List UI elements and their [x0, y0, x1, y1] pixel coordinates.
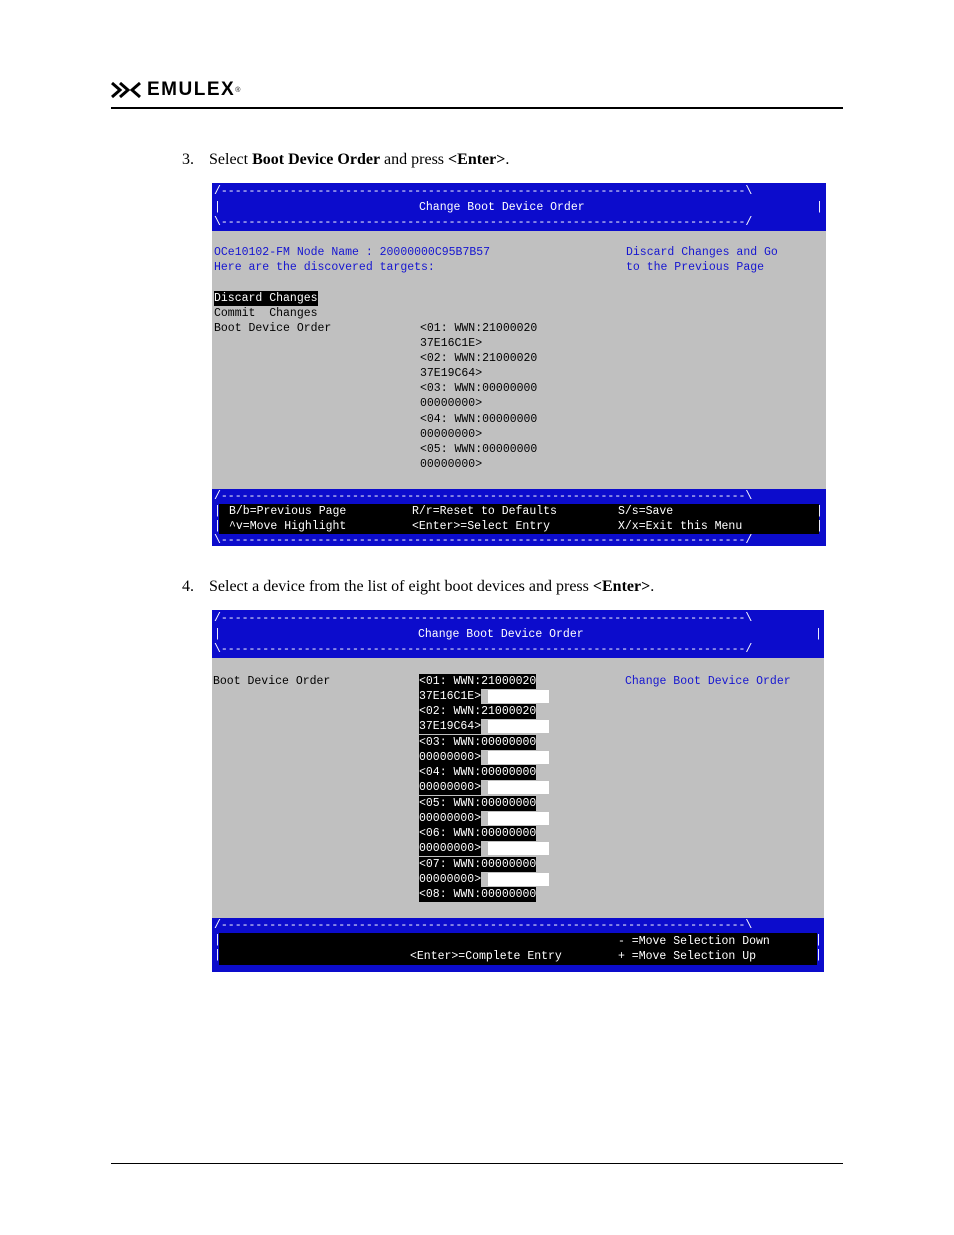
footer-rule [111, 1163, 843, 1164]
step-text: and press [380, 151, 449, 168]
entry-padding [488, 751, 549, 766]
border-line: \----------------------------------------------------------------------------/ [214, 216, 753, 229]
boot-entry-04[interactable]: <04: WWN:00000000 [419, 766, 537, 779]
boot-entry-05-cont: 00000000> [420, 458, 483, 471]
border-bar: | [815, 628, 822, 641]
border-line: \----------------------------------------------------------------------------/ [214, 643, 753, 656]
footer-key-previous-page: B/b=Previous Page [229, 505, 347, 518]
border-line: /----------------------------------------------------------------------------\ [214, 919, 753, 932]
trademark: ® [235, 86, 241, 94]
border-bar: | [214, 520, 221, 533]
boot-entry-04-cont: 00000000> [419, 781, 482, 794]
help-text: to the Previous Page [626, 261, 765, 274]
screen-header [212, 183, 826, 231]
entry-padding [488, 690, 549, 705]
boot-entry-01-cont: 37E16C1E> [420, 337, 483, 350]
screen-header [212, 610, 824, 658]
boot-entry-05[interactable]: <05: WWN:00000000 [420, 443, 538, 456]
menu-discard-changes[interactable]: Discard Changes [214, 292, 318, 305]
help-text: Discard Changes and Go [626, 246, 778, 259]
step-3 [182, 150, 509, 170]
footer-key-reset: R/r=Reset to Defaults [412, 505, 557, 518]
step-bold: Boot Device Order [252, 151, 381, 168]
boot-entry-03-cont: 00000000> [419, 751, 482, 764]
boot-entry-02[interactable]: <02: WWN:21000020 [420, 352, 538, 365]
entry-padding [488, 812, 549, 827]
step-4 [182, 577, 654, 597]
border-bar: | [214, 505, 221, 518]
emulex-mark-icon [111, 81, 141, 99]
menu-boot-device-order[interactable]: Boot Device Order [214, 322, 332, 335]
entry-padding [488, 842, 549, 857]
emulex-logo [111, 80, 240, 100]
border-bar: | [816, 201, 823, 214]
border-bar: | [815, 934, 822, 947]
header-rule [111, 107, 843, 109]
border-line: /----------------------------------------------------------------------------\ [214, 185, 753, 198]
boot-entry-05[interactable]: <05: WWN:00000000 [419, 797, 537, 810]
node-name: OCe10102-FM Node Name : 20000000C95B7B57 [214, 246, 491, 259]
step-text: . [505, 151, 510, 168]
boot-entry-07-cont: 00000000> [419, 873, 482, 886]
footer-key-save: S/s=Save [618, 505, 674, 518]
boot-entry-01-cont: 37E16C1E> [419, 690, 482, 703]
step-text: Select [209, 151, 253, 168]
boot-entry-02[interactable]: <02: WWN:21000020 [419, 705, 537, 718]
border-line: /----------------------------------------------------------------------------\ [214, 490, 753, 503]
targets-heading: Here are the discovered targets: [214, 261, 435, 274]
boot-entry-01[interactable]: <01: WWN:21000020 [419, 675, 537, 688]
step-number: 4. [182, 578, 194, 595]
screen-footer [212, 918, 824, 972]
footer-key-exit-menu: X/x=Exit this Menu [618, 520, 743, 533]
boot-entry-04[interactable]: <04: WWN:00000000 [420, 413, 538, 426]
border-bar: | [815, 949, 822, 962]
footer-key-move-up: + =Move Selection Up [618, 950, 757, 963]
border-line: /----------------------------------------------------------------------------\ [214, 612, 753, 625]
boot-device-order-label: Boot Device Order [213, 675, 331, 688]
step-text: Select a device from the list of eight boot devices and press [209, 578, 593, 595]
border-bar: | [214, 628, 221, 641]
boot-entry-04-cont: 00000000> [420, 428, 483, 441]
footer-panel [219, 933, 817, 965]
screen-title: Change Boot Device Order [418, 628, 584, 641]
entry-padding [488, 781, 549, 796]
step-bold: <Enter> [448, 151, 506, 168]
boot-entry-08[interactable]: <08: WWN:00000000 [419, 888, 537, 901]
footer-panel [219, 504, 819, 534]
border-bar: | [214, 949, 221, 962]
boot-order-screen-2 [212, 610, 824, 972]
footer-key-move-highlight: ^v=Move Highlight [229, 520, 347, 533]
border-bar: | [816, 520, 823, 533]
step-text: . [650, 578, 655, 595]
boot-order-screen-1 [212, 183, 826, 546]
boot-entry-05-cont: 00000000> [419, 812, 482, 825]
footer-key-complete-entry: <Enter>=Complete Entry [410, 950, 562, 963]
boot-entry-03[interactable]: <03: WWN:00000000 [420, 382, 538, 395]
screen-title: Change Boot Device Order [419, 201, 585, 214]
border-bar: | [214, 201, 221, 214]
footer-key-move-down: - =Move Selection Down [618, 935, 770, 948]
boot-entry-02-cont: 37E19C64> [420, 367, 483, 380]
border-bar: | [214, 934, 221, 947]
help-text: Change Boot Device Order [625, 675, 791, 688]
step-number: 3. [182, 151, 194, 168]
boot-entry-06-cont: 00000000> [419, 842, 482, 855]
entry-padding [488, 873, 549, 888]
entry-padding [488, 720, 549, 735]
step-bold: <Enter> [592, 578, 651, 595]
boot-entry-07[interactable]: <07: WWN:00000000 [419, 858, 537, 871]
brand-name: EMULEX [147, 79, 236, 100]
menu-commit-changes[interactable]: Commit Changes [214, 307, 318, 320]
boot-entry-03-cont: 00000000> [420, 397, 483, 410]
boot-entry-06[interactable]: <06: WWN:00000000 [419, 827, 537, 840]
footer-key-select-entry: <Enter>=Select Entry [412, 520, 551, 533]
boot-entry-01[interactable]: <01: WWN:21000020 [420, 322, 538, 335]
boot-entry-02-cont: 37E19C64> [419, 720, 482, 733]
screen-footer [212, 489, 826, 546]
border-line: \----------------------------------------------------------------------------/ [214, 534, 753, 546]
boot-entry-03[interactable]: <03: WWN:00000000 [419, 736, 537, 749]
border-bar: | [816, 505, 823, 518]
